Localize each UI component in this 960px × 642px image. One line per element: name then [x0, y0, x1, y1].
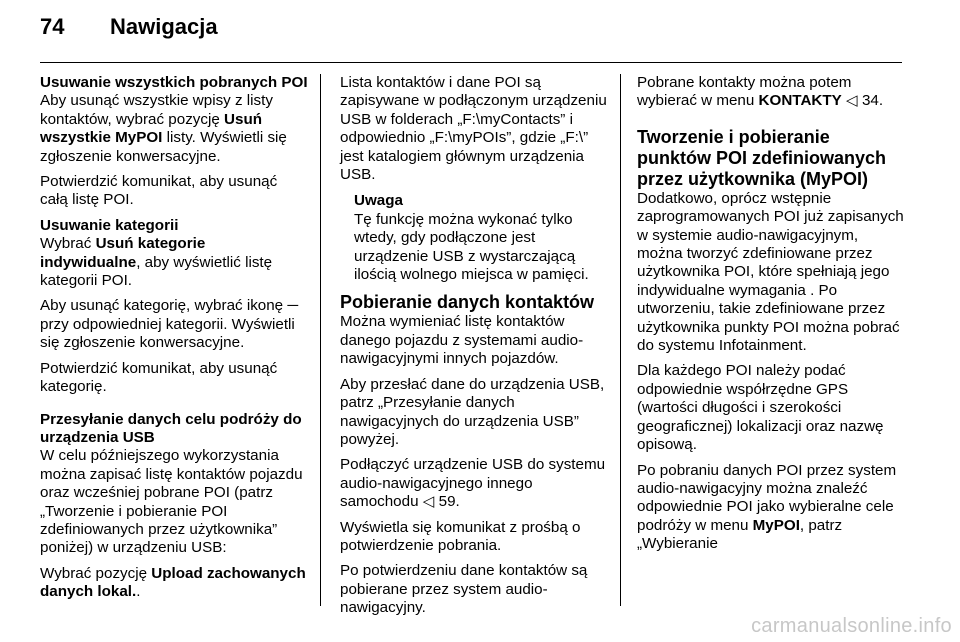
page-title: Nawigacja: [110, 14, 218, 39]
paragraph: Potwierdzić komunikat, aby usunąć kategorię.: [40, 359, 278, 396]
menu-item-ref: KONTAKTY: [758, 92, 842, 110]
column-divider-2: [620, 74, 621, 606]
paragraph: Wybrać Usuń kategorie indywidualne, aby wyświetlić listę kategorii POI.: [40, 235, 273, 290]
paragraph: Podłączyć urządzenie USB do systemu audio-nawigacyjnego innego samochodu ◁ 59.: [340, 456, 606, 511]
note-text: Tę funkcję można wykonać tylko wtedy, gdy podłączone jest urządzenie USB z wystarczającą ilością wolnego miejsca w pamięci.: [354, 210, 589, 284]
menu-item-ref: Upload zachowanych danych lokal.: [40, 564, 306, 601]
paragraph: Aby usunąć kategorię, wybrać ikonę ─ przy odpowiedniej kategorii. Wyświetli się zgłoszenie konwersacyjne.: [40, 297, 299, 352]
menu-item-ref: Usuń wszystkie MyPOI: [40, 110, 262, 147]
paragraph: Można wymieniać listę kontaktów danego pojazdu z systemami audio-nawigacyjnymi innych pojazdów.: [340, 313, 584, 368]
section-heading-delete-all: Usuwanie wszystkich pobranych POI: [40, 74, 308, 91]
paragraph: Wybrać pozycję Upload zachowanych danych lokal..: [40, 564, 306, 601]
section-heading-upload-usb: Przesyłanie danych celu podróży do urządzenia USB: [40, 410, 302, 446]
menu-item-ref: Usuń kategorie indywidualne: [40, 235, 206, 271]
page-ref-arrow-icon: ◁: [846, 92, 858, 110]
paragraph: W celu późniejszego wykorzystania można zapisać listę kontaktów pojazdu oraz wcześniej pobrane POI (patrz „Tworzenie i pobieranie POI zdefiniowanych przez użytkownika” poniżej) w urządzeniu USB:: [40, 447, 303, 557]
paragraph: Dla każdego POI należy podać odpowiednie współrzędne GPS (wartości długości i szerokości geograficznej) lokalizacji oraz nazwę opisową.: [637, 362, 884, 454]
menu-item-ref: MyPOI: [752, 516, 800, 534]
paragraph: Po pobraniu danych POI przez system audio-nawigacyjny można znaleźć odpowiednie POI jako wybieralne cele podróży w menu MyPOI, patrz „Wybieranie: [637, 461, 897, 553]
section-heading-download-contacts: Pobieranie danych kontaktów: [340, 292, 595, 313]
page-number: 74: [40, 14, 65, 39]
column-3: [637, 74, 905, 561]
header-rule: [40, 62, 902, 63]
paragraph: Lista kontaktów i dane POI są zapisywane w podłączonym urządzeniu USB w folderach „F:\myContacts” i odpowiednio „F:\myPOIs”, gdzie „F:\” jest katalogiem głównym urządzenia USB.: [340, 74, 607, 184]
note-box: [340, 192, 608, 284]
page-ref-arrow-icon: ◁: [422, 493, 435, 511]
column-1: [40, 74, 308, 609]
paragraph: Potwierdzić komunikat, aby usunąć całą listę POI.: [40, 173, 278, 209]
paragraph: Aby przesłać dane do urządzenia USB, patrz „Przesyłanie danych nawigacyjnych do urządzenia USB” powyżej.: [340, 375, 605, 448]
paragraph: Po potwierdzeniu dane kontaktów są pobierane przez system audio-nawigacyjny.: [340, 562, 588, 617]
column-2: [340, 74, 608, 625]
column-divider-1: [320, 74, 321, 606]
paragraph: Dodatkowo, oprócz wstępnie zaprogramowanych POI już zapisanych w systemie audio-nawigacyjnym, można tworzyć zdefiniowane przez użytkownika POI, które spełniają jego indywidualne wymagania . Po utworzeniu, takie zdefiniowane przez użytkownika punkty POI można pobrać do systemu Infotainment.: [637, 189, 904, 355]
paragraph: Wyświetla się komunikat z prośbą o potwierdzenie pobrania.: [340, 518, 581, 554]
watermark: carmanualsonline.info: [751, 615, 952, 637]
paragraph: Aby usunąć wszystkie wpisy z listy kontaktów, wybrać pozycję Usuń wszystkie MyPOI listy. Wyświetli się zgłoszenie konwersacyjne.: [40, 92, 287, 165]
section-heading-delete-categories: Usuwanie kategorii: [40, 216, 179, 234]
note-label: Uwaga: [354, 192, 403, 210]
section-heading-create-mypoi: Tworzenie i pobieranie punktów POI zdefiniowanych przez użytkownika (MyPOI): [637, 126, 887, 189]
paragraph: Pobrane kontakty można potem wybierać w menu KONTAKTY ◁ 34.: [637, 74, 884, 110]
